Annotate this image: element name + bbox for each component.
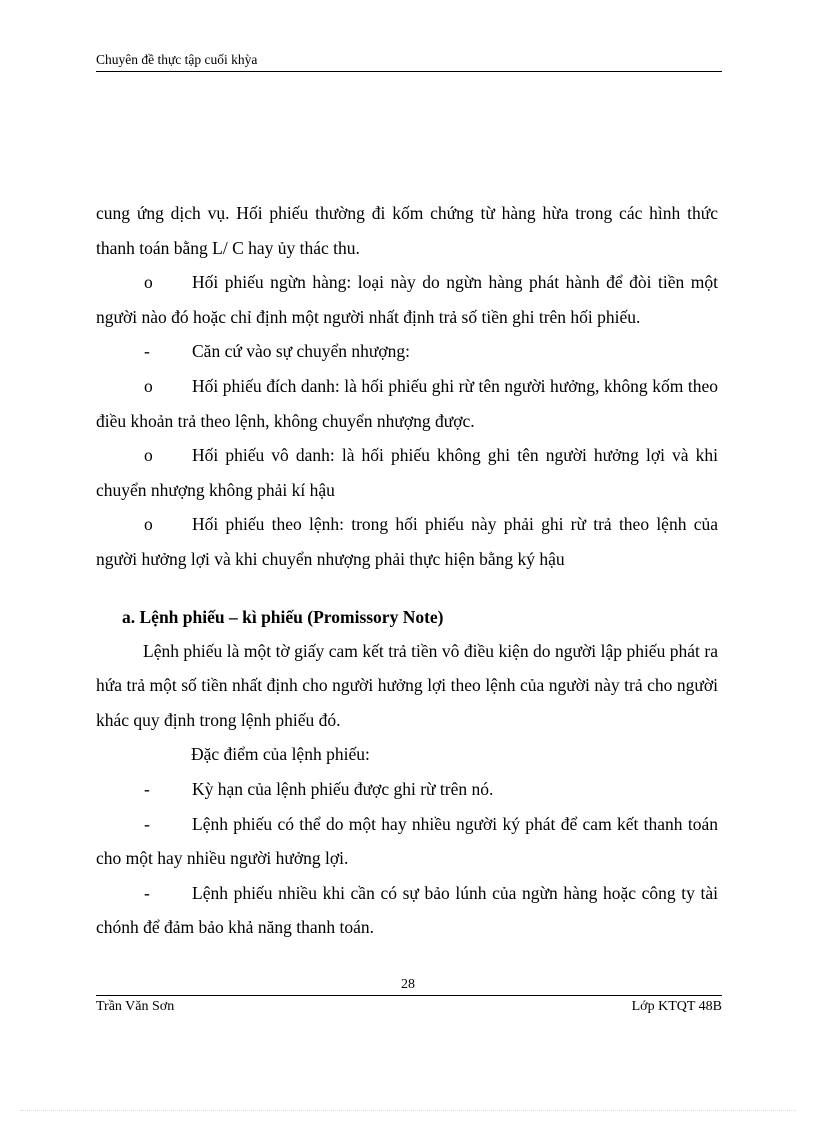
list-item	[96, 772, 718, 807]
list-item	[96, 438, 718, 507]
page-number: 28	[401, 977, 415, 992]
footer-class: Lớp KTQT 48B	[631, 999, 722, 1014]
list-item-text: Căn cứ vào sự chuyển nhượng:	[192, 341, 411, 362]
footer-author: Trần Văn Sơn	[96, 999, 175, 1014]
list-item	[96, 369, 718, 438]
bullet-marker: o	[144, 514, 153, 535]
page-header	[96, 51, 722, 72]
document-body	[96, 196, 718, 945]
features-title: Đặc điểm của lệnh phiếu:	[191, 744, 370, 765]
list-item-text: Kỳ hạn của lệnh phiếu được ghi rừ trên nó.	[192, 778, 494, 799]
bullet-marker: o	[144, 445, 153, 466]
section-intro: Lệnh phiếu là một tờ giấy cam kết trả tiền vô điều kiện do người lập phiếu phát ra hứa trả một số tiền nhất định cho người hưởng lợi theo lệnh của người này trả cho người khác quy định trong lệnh phiếu đó.	[96, 640, 718, 730]
list-item-text: Lệnh phiếu nhiều khi cần có sự bảo lúnh của ngừn hàng hoặc công ty tài chónh để đảm bảo khả năng thanh toán.	[96, 882, 718, 938]
page-footer	[96, 995, 722, 1016]
dash-marker: -	[144, 778, 150, 799]
paragraph-continued: cung ứng dịch vụ. Hối phiếu thường đi kốm chứng từ hàng hừa trong các hình thức thanh toán bằng L/ C hay ủy thác thu.	[96, 203, 718, 258]
list-item	[96, 265, 718, 334]
dash-marker: -	[144, 813, 150, 834]
dash-marker: -	[144, 882, 150, 903]
list-item	[96, 507, 718, 576]
list-item-text: Hối phiếu đích danh: là hối phiếu ghi rừ tên người hưởng, không kốm theo điều khoản trả theo lệnh, không chuyển nhượng được.	[96, 375, 718, 431]
list-item	[96, 876, 718, 945]
section-heading: a. Lệnh phiếu – kì phiếu (Promissory Note)	[122, 606, 444, 627]
dash-marker: -	[144, 341, 150, 362]
bullet-marker: o	[144, 272, 153, 293]
list-item-text: Hối phiếu theo lệnh: trong hối phiếu này phải ghi rừ trả theo lệnh của người hưởng lợi và khi chuyển nhượng phải thực hiện bằng ký hậu	[96, 514, 718, 569]
list-item	[96, 807, 718, 876]
list-item	[96, 334, 718, 369]
header-title: Chuyên đề thực tập cuối khỳa	[96, 52, 258, 67]
list-item-text: Hối phiếu vô danh: là hối phiếu không ghi tên người hưởng lợi và khi chuyển nhượng không phải kí hậu	[96, 445, 718, 500]
list-item-text: Lệnh phiếu có thể do một hay nhiều người ký phát để cam kết thanh toán cho một hay nhiều người hưởng lợi.	[96, 813, 718, 869]
bullet-marker: o	[144, 375, 153, 396]
list-item-text: Hối phiếu ngừn hàng: loại này do ngừn hàng phát hành để đòi tiền một người nào đó hoặc chỉ định một người nhất định trả số tiền ghi trên hối phiếu.	[96, 272, 718, 327]
page-edge-divider	[20, 1110, 796, 1111]
